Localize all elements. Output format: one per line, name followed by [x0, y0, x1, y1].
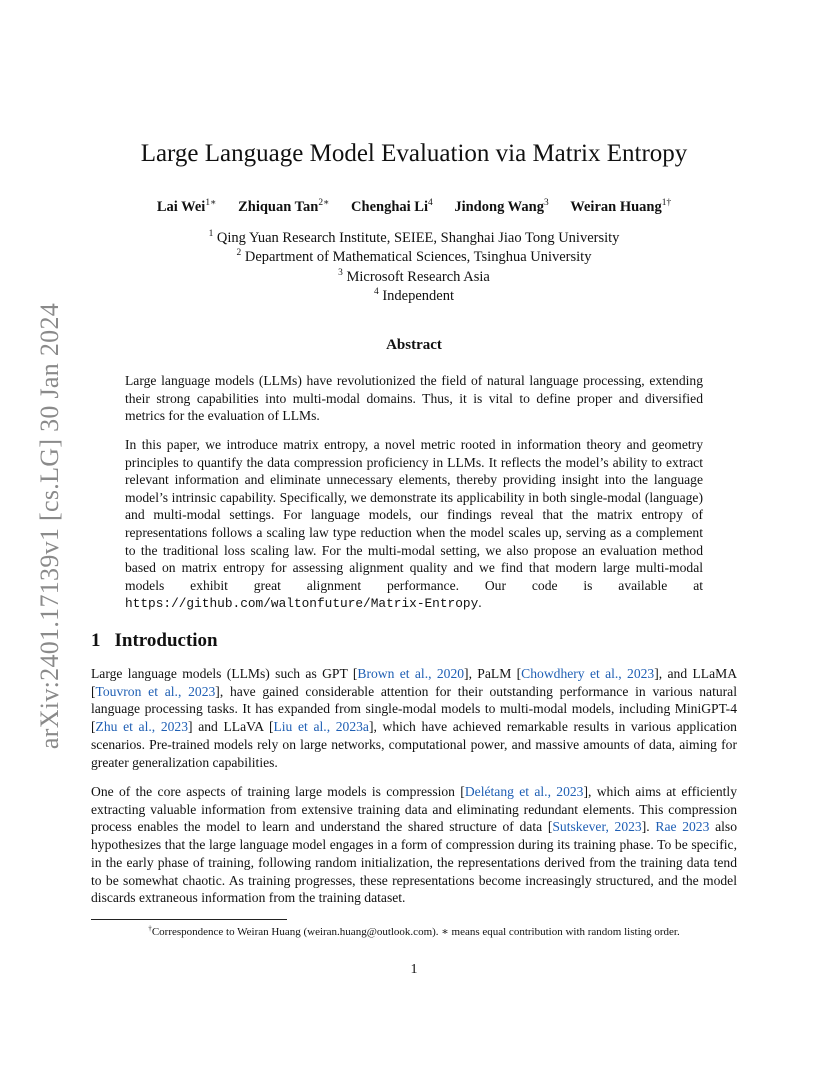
- abstract-paragraph: Large language models (LLMs) have revolutionized the field of natural language processing, extending their strong capabilities into multi-modal domains. Thus, it is vital to define proper and diversified metrics for the evaluation of LLMs.: [125, 373, 703, 424]
- author: Lai Wei$^{1∗}$: [156, 198, 217, 215]
- author: Zhiquan Tan$^{2∗}$: [238, 198, 330, 215]
- abstract-paragraph: In this paper, we introduce matrix entropy, a novel metric rooted in information theory and geometry principles to quantify the data compression proficiency in LLMs. It reflects the model’s ability to extract relevant information and eliminate unnecessary elements, thereby providing insight into the language model’s intrinsic capability. Specifically, we demonstrate its applicability in both single-modal (language) and multi-modal settings. For language models, our findings reveal that the matrix entropy of representations follows a scaling law type reduction when the model scales up, serving as a complement to the traditional loss scaling law. For the multi-modal setting, we also propose an evaluation method based on matrix entropy for assessing alignment quality and we find that modern large multi-modal models exhibit great alignment performance. Our code is available at https://github.com/waltonfuture/Matrix-Entropy.: [125, 437, 703, 612]
- citation-link[interactable]: Chowdhery et al., 2023: [521, 666, 655, 681]
- citation-link[interactable]: Delétang et al., 2023: [464, 784, 584, 799]
- paper-title: Large Language Model Evaluation via Matrix Entropy: [140, 140, 688, 167]
- affiliation-list: [0, 229, 828, 306]
- citation-link[interactable]: Sutskever, 2023: [552, 819, 642, 835]
- intro-paragraph: One of the core aspects of training large models is compression [Delétang et al., 2023], which aims at efficiently extracting valuable information from extensive training data and eliminating redundant elements. This compression process enables the model to learn and understand the shared structure of data [Sutskever, 2023]. Rae 2023 also hypothesizes that the large language model engages in a form of compression during its training phase. To be specific, in the early phase of training, following random initialization, the representations derived from the training data tend to be somewhat chaotic. As training progresses, these representations become increasingly structured, and the model discards extraneous information from the training dataset.: [91, 784, 738, 906]
- author: Chenghai Li$^4$: [351, 198, 433, 215]
- page-number: 1: [410, 962, 418, 977]
- author: Weiran Huang$^{1\dagger}$: [570, 198, 672, 215]
- author: Jindong Wang$^3$: [454, 198, 549, 215]
- affiliation: $^1$ Qing Yuan Research Institute, SEIEE, Shanghai Jiao Tong University: [208, 229, 620, 246]
- affiliation: $^3$ Microsoft Research Asia: [338, 267, 490, 285]
- citation-link[interactable]: Brown et al., 2020: [357, 666, 465, 681]
- author-list: [0, 199, 828, 216]
- arxiv-id: arXiv:2401.17139v1 [cs.LG] 30 Jan 2024: [35, 302, 64, 750]
- affiliation: $^4$ Independent: [374, 287, 454, 304]
- citation-link[interactable]: Liu et al., 2023a: [273, 719, 369, 735]
- section-heading: 1 Introduction: [91, 630, 218, 651]
- footnote-divider: [91, 919, 287, 920]
- abstract-heading: Abstract: [386, 337, 442, 353]
- intro-paragraph: Large language models (LLMs) such as GPT [Brown et al., 2020], PaLM [Chowdhery et al., 2023], and LLaMA [Touvron et al., 2023], have gained considerable attention for their outstanding performance in various natural language processing tasks. It has expanded from single-modal models to multi-modal models, including MiniGPT-4 [Zhu et al., 2023] and LLaVA [Liu et al., 2023a], which have achieved remarkable results in various application scenarios. Pre-trained models rely on large networks, computational power, and massive amounts of data, aiming for greater generalization capabilities.: [91, 666, 738, 770]
- code-url-link[interactable]: https://github.com/waltonfuture/Matrix-Entropy: [125, 596, 479, 612]
- affiliation: $^2$ Department of Mathematical Sciences, Tsinghua University: [236, 248, 592, 266]
- citation-link[interactable]: Touvron et al., 2023: [95, 683, 216, 699]
- citation-link[interactable]: Zhu et al., 2023: [95, 719, 189, 735]
- citation-link[interactable]: Rae 2023: [655, 819, 710, 835]
- footnote: †Correspondence to Weiran Huang (weiran.huang@outlook.com). ∗ means equal contribution with random listing order.: [148, 924, 680, 938]
